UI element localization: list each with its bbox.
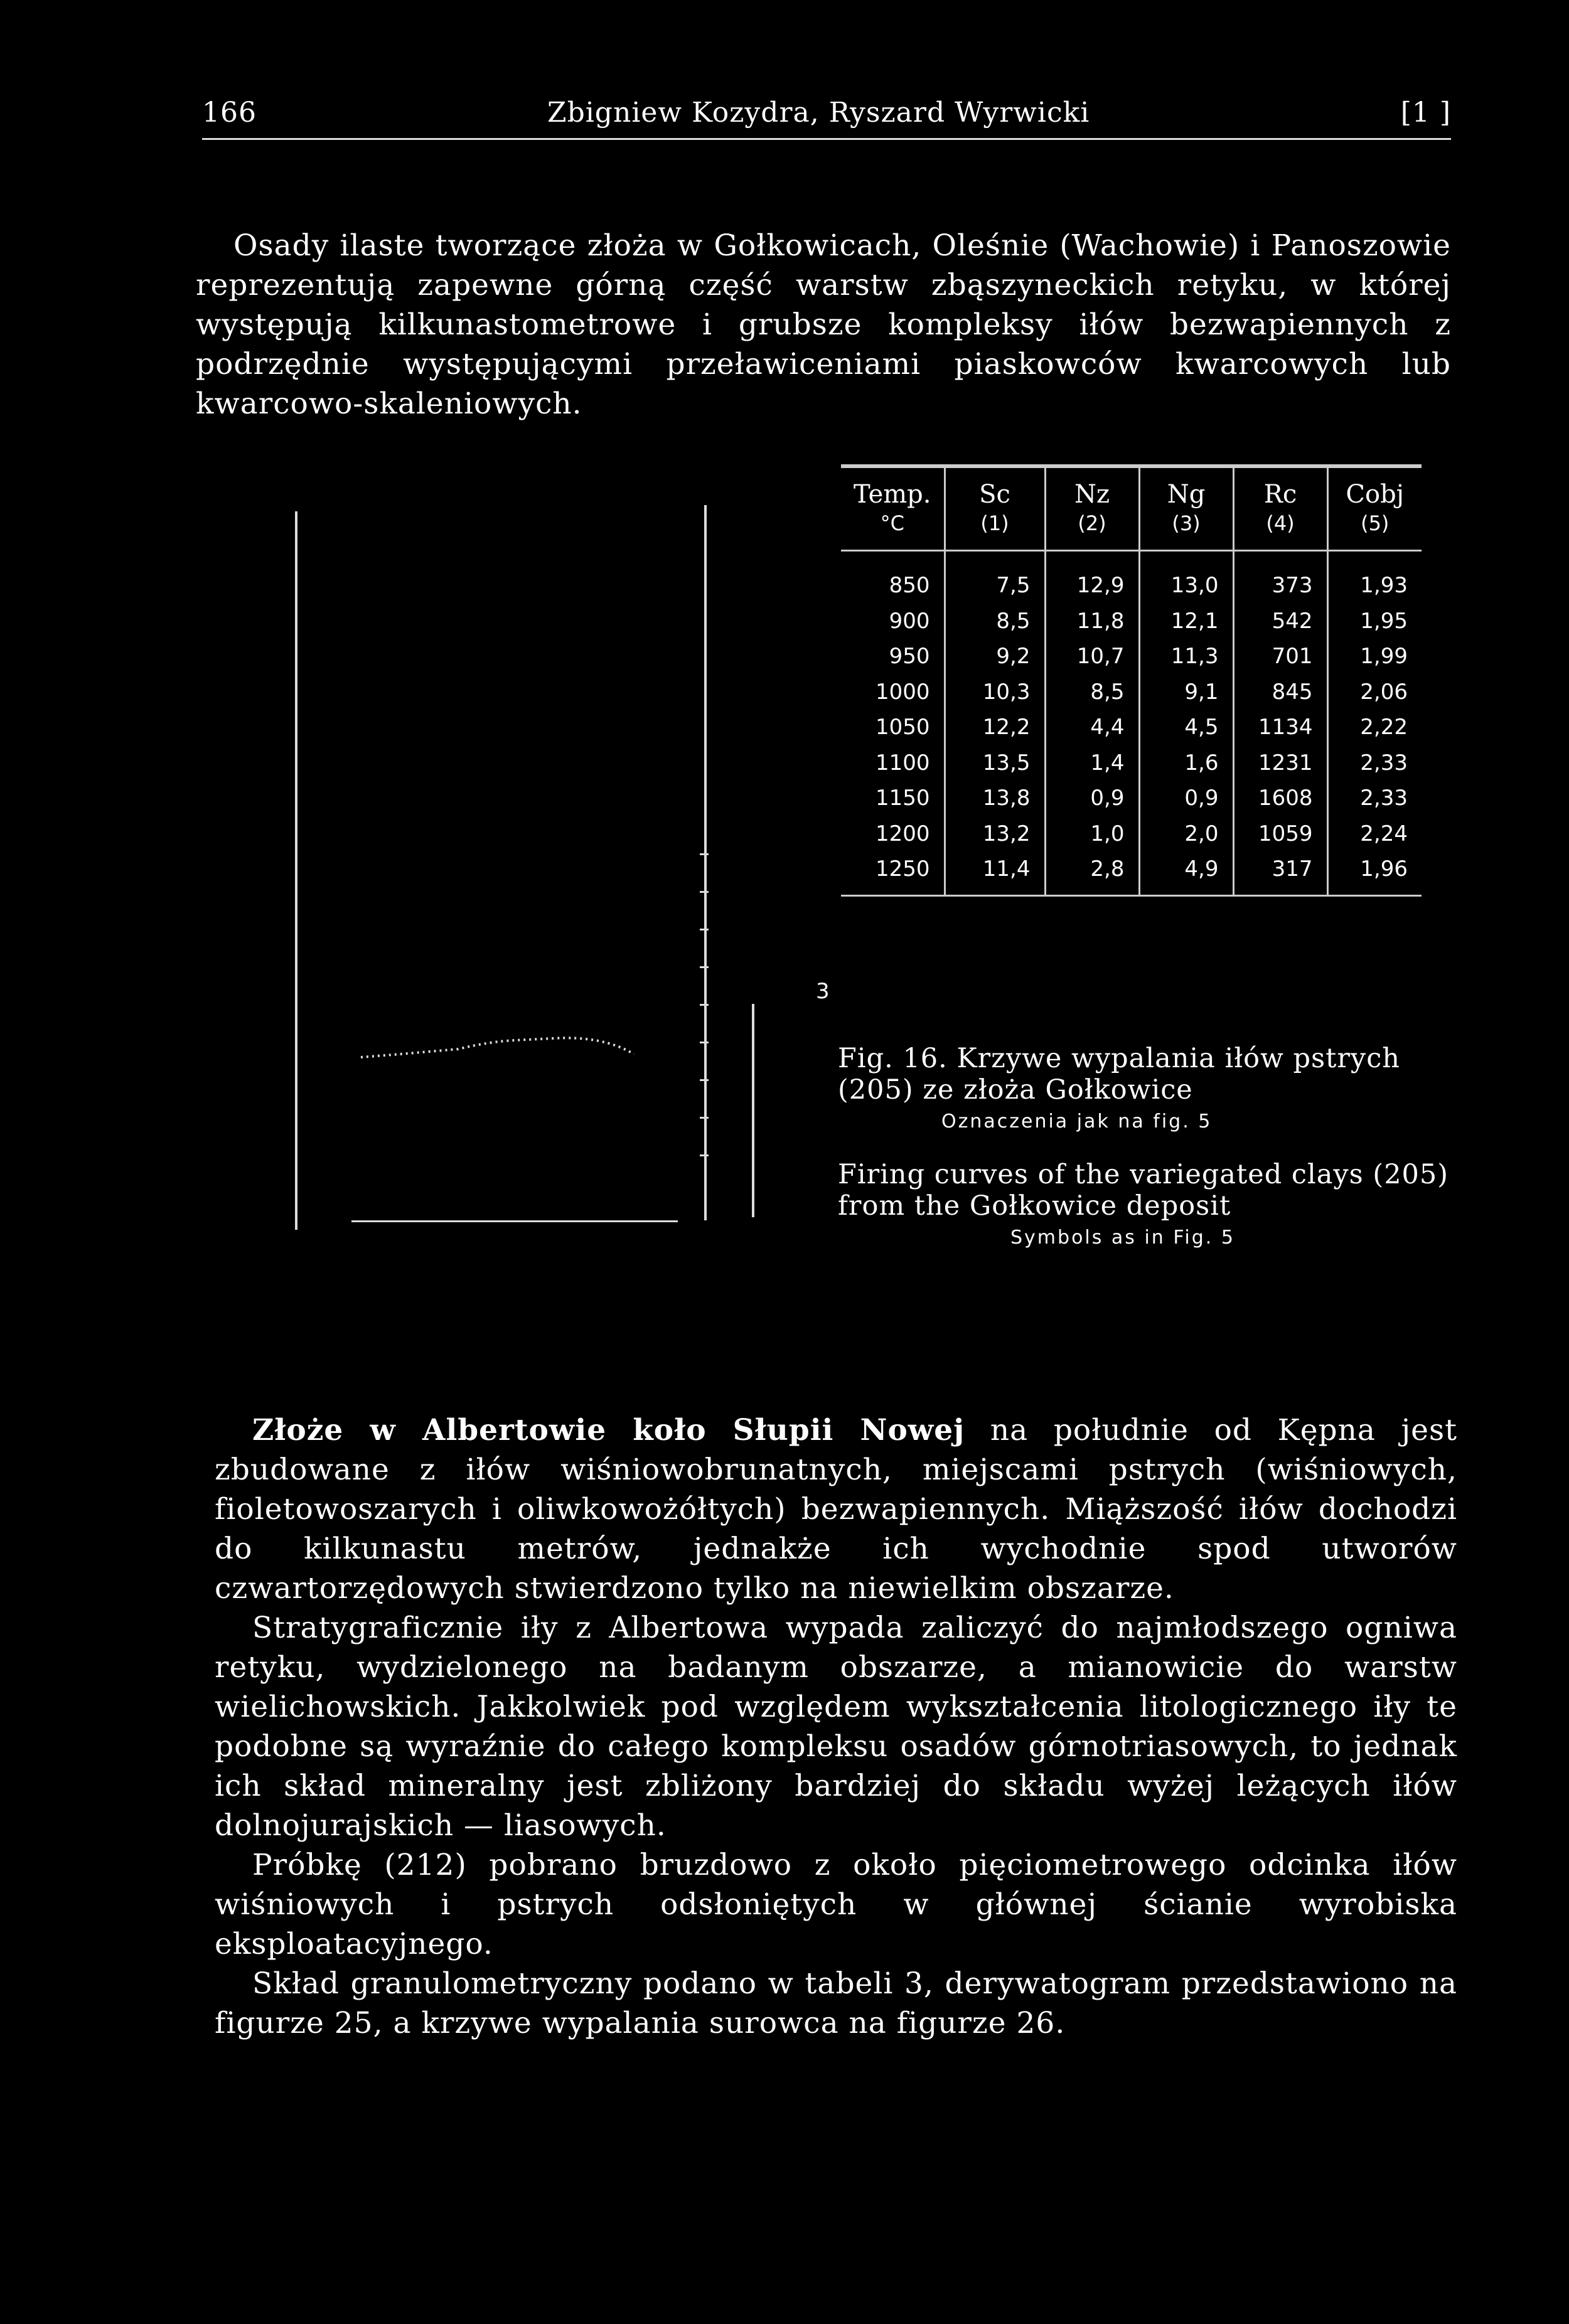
table-cell: 1,6 bbox=[1139, 745, 1233, 781]
table-cell: 13,2 bbox=[945, 816, 1045, 852]
table-cell: 2,24 bbox=[1327, 816, 1422, 852]
table-cell: 12,2 bbox=[945, 710, 1045, 745]
table-cell: 850 bbox=[889, 573, 930, 599]
chart-bottom-axis bbox=[351, 1220, 678, 1222]
tick-6 bbox=[700, 1042, 709, 1043]
table-cell: 1059 bbox=[1233, 816, 1327, 852]
caption-english-note: Symbols as in Fig. 5 bbox=[1010, 1227, 1235, 1249]
table-cell: 11,4 bbox=[945, 851, 1045, 895]
firing-data-table-wrap bbox=[841, 464, 1431, 897]
col-header-temp: Temp. °C bbox=[841, 467, 945, 551]
paragraph-albertow-text: na południe od Kępna jest zbudowane z iłów wiśniowobrunatnych, miejscami pstrych (wiśniowych, fioletowoszarych i oliwkowożółtych) bezwapiennych. Miąższość iłów dochodzi do kilkunastu metrów, jednakże ich wychodnie spod utworów czwartorzędowych stwierdzono tylko na niewielkim obszarze. bbox=[215, 1413, 1458, 1606]
table-cell: 13,0 bbox=[1139, 551, 1233, 604]
table-cell: 1200 bbox=[875, 821, 930, 846]
chart-right-axis bbox=[704, 505, 707, 1220]
body-text-block bbox=[215, 1410, 1457, 2043]
tick-3 bbox=[700, 929, 709, 930]
caption-english: Firing curves of the variegated clays (205) from the Gołkowice deposit bbox=[838, 1159, 1449, 1222]
table-cell: 4,4 bbox=[1045, 710, 1139, 745]
tick-2 bbox=[700, 891, 709, 893]
tick-1 bbox=[700, 853, 709, 855]
table-cell: 13,5 bbox=[945, 745, 1045, 781]
col-header-ng: Ng (3) bbox=[1139, 467, 1233, 551]
table-cell: 0,9 bbox=[1139, 781, 1233, 816]
table-cell: 12,9 bbox=[1045, 551, 1139, 604]
tick-9 bbox=[700, 1154, 709, 1156]
table-row bbox=[841, 710, 1422, 745]
table-cell: 13,8 bbox=[945, 781, 1045, 816]
table-cell: 1050 bbox=[875, 715, 930, 740]
table-cell: 9,2 bbox=[945, 639, 1045, 674]
table-cell: 8,5 bbox=[945, 604, 1045, 639]
caption-polish-note: Oznaczenia jak na fig. 5 bbox=[941, 1111, 1213, 1133]
table-cell: 317 bbox=[1233, 851, 1327, 895]
paragraph-albertow-heading: Złoże w Albertowie koło Słupii Nowej bbox=[252, 1413, 965, 1447]
figure-marker: 3 bbox=[816, 979, 830, 1004]
intro-text-block bbox=[196, 226, 1451, 424]
table-cell: 2,22 bbox=[1327, 710, 1422, 745]
firing-data-table bbox=[841, 466, 1422, 897]
table-cell: 10,3 bbox=[945, 674, 1045, 710]
running-head-section: [1 ] bbox=[1400, 97, 1451, 129]
table-cell: 701 bbox=[1233, 639, 1327, 674]
col-header-cobj: Cobj (5) bbox=[1327, 467, 1422, 551]
figure-caption bbox=[838, 1043, 1459, 1249]
table-row bbox=[841, 674, 1422, 710]
table-cell: 1,93 bbox=[1327, 551, 1422, 604]
tick-5 bbox=[700, 1004, 709, 1006]
table-cell: 373 bbox=[1233, 551, 1327, 604]
table-cell: 4,9 bbox=[1139, 851, 1233, 895]
running-header bbox=[202, 93, 1451, 140]
table-row bbox=[841, 745, 1422, 781]
table-cell: 1150 bbox=[875, 786, 930, 811]
paragraph-sample: Próbkę (212) pobrano bruzdowo z około pięciometrowego odcinka iłów wiśniowych i pstrych odsłoniętych w głównej ścianie wyrobiska eksploatacyjnego. bbox=[215, 1848, 1457, 1961]
table-cell: 2,06 bbox=[1327, 674, 1422, 710]
paragraph-stratigraphy: Stratygraficznie iły z Albertowa wypada zaliczyć do najmłodszego ogniwa retyku, wydzielonego na badanym obszarze, a mianowicie do warstw wielichowskich. Jakkolwiek pod względem wykształcenia litologicznego iły te podobne są wyraźnie do całego kompleksu osadów górnotriasowych, to jednak ich skład mineralny jest zbliżony bardziej do składu wyżej leżących iłów dolnojurajskich — liasowych. bbox=[215, 1611, 1457, 1843]
table-row bbox=[841, 604, 1422, 639]
table-cell: 1,0 bbox=[1045, 816, 1139, 852]
table-cell: 11,3 bbox=[1139, 639, 1233, 674]
tick-7 bbox=[700, 1079, 709, 1081]
table-cell: 2,8 bbox=[1045, 851, 1139, 895]
table-cell: 1231 bbox=[1233, 745, 1327, 781]
page-number: 166 bbox=[202, 97, 257, 129]
table-row bbox=[841, 816, 1422, 852]
table-cell: 4,5 bbox=[1139, 710, 1233, 745]
table-cell: 1,96 bbox=[1327, 851, 1422, 895]
table-cell: 1134 bbox=[1233, 710, 1327, 745]
table-cell: 2,33 bbox=[1327, 781, 1422, 816]
table-cell: 1000 bbox=[875, 679, 930, 705]
table-cell: 7,5 bbox=[945, 551, 1045, 604]
table-cell: 542 bbox=[1233, 604, 1327, 639]
caption-polish: Fig. 16. Krzywe wypalania iłów pstrych (205) ze złoża Gołkowice bbox=[838, 1043, 1401, 1106]
paragraph-albertow bbox=[215, 1410, 1457, 1608]
firing-curve-dotted bbox=[351, 1010, 653, 1067]
table-cell: 1608 bbox=[1233, 781, 1327, 816]
table-cell: 2,33 bbox=[1327, 745, 1422, 781]
table-row bbox=[841, 851, 1422, 895]
table-cell: 1,99 bbox=[1327, 639, 1422, 674]
paragraph-granulometry: Skład granulometryczny podano w tabeli 3, derywatogram przedstawiono na figurze 25, a krzywe wypalania surowca na figurze 26. bbox=[215, 1966, 1457, 2040]
table-cell: 8,5 bbox=[1045, 674, 1139, 710]
chart-left-axis bbox=[295, 511, 297, 1230]
table-row bbox=[841, 781, 1422, 816]
table-cell: 900 bbox=[889, 608, 930, 634]
table-cell: 9,1 bbox=[1139, 674, 1233, 710]
table-cell: 0,9 bbox=[1045, 781, 1139, 816]
table-cell: 1100 bbox=[875, 750, 930, 776]
table-cell: 1,4 bbox=[1045, 745, 1139, 781]
running-head-authors: Zbigniew Kozydra, Ryszard Wyrwicki bbox=[547, 97, 1090, 129]
col-header-nz: Nz (2) bbox=[1045, 467, 1139, 551]
table-cell: 1,95 bbox=[1327, 604, 1422, 639]
table-cell: 845 bbox=[1233, 674, 1327, 710]
col-header-sc: Sc (1) bbox=[945, 467, 1045, 551]
table-cell: 11,8 bbox=[1045, 604, 1139, 639]
col-header-rc: Rc (4) bbox=[1233, 467, 1327, 551]
table-cell: 2,0 bbox=[1139, 816, 1233, 852]
chart-right-axis-2 bbox=[752, 1004, 754, 1217]
table-row bbox=[841, 639, 1422, 674]
table-cell: 12,1 bbox=[1139, 604, 1233, 639]
intro-paragraph: Osady ilaste tworzące złoża w Gołkowicach, Oleśnie (Wachowie) i Panoszowie reprezentują zapewne górną część warstw zbąszyneckich retyku, w której występują kilkunastometrowe i grubsze kompleksy iłów bezwapiennych z podrzędnie występującymi przeławiceniami piaskowców kwarcowych lub kwarcowo-skaleniowych. bbox=[196, 228, 1451, 421]
table-cell: 1250 bbox=[841, 851, 945, 895]
table-cell: 950 bbox=[889, 644, 930, 669]
tick-4 bbox=[700, 966, 709, 968]
table-row bbox=[841, 551, 1422, 604]
table-cell: 10,7 bbox=[1045, 639, 1139, 674]
tick-8 bbox=[700, 1117, 709, 1119]
